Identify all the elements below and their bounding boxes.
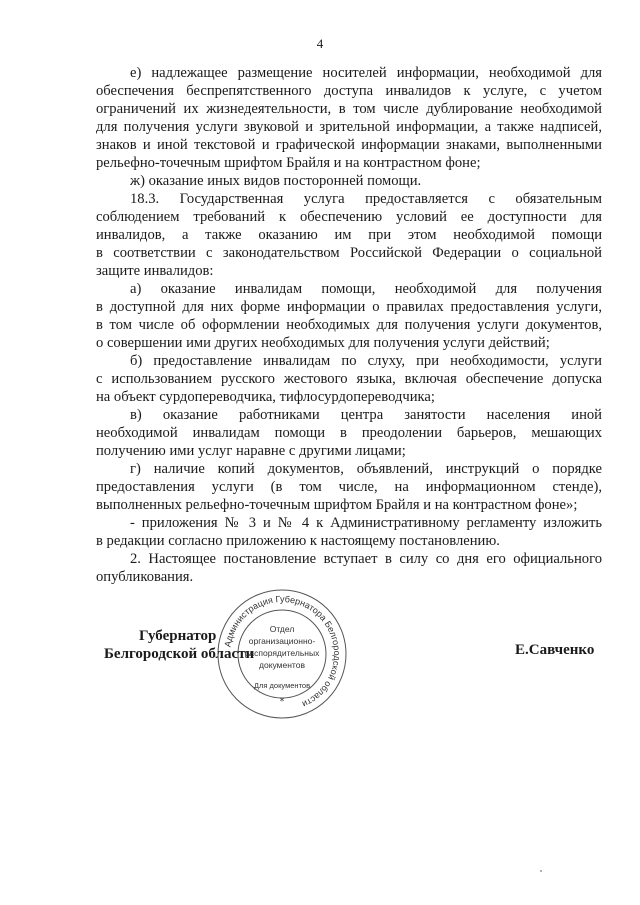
body-line: соблюдением требований к обеспечению условий ее доступности для [96, 209, 602, 225]
signatory-title-line1: Губернатор [139, 628, 217, 644]
body-line: 2. Настоящее постановление вступает в силу со дня его официального [130, 551, 602, 567]
body-line: а) оказание инвалидам помощи, необходимой для получения [130, 281, 602, 297]
body-line: в редакции согласно приложению к настоящему постановлению. [96, 533, 500, 549]
body-line: ограничений их жизнедеятельности, в том числе дублирование необходимой [96, 101, 602, 117]
body-line: ж) оказание иных видов посторонней помощи. [130, 173, 422, 189]
body-line: для получения услуги звуковой и зрительной информации, а также надписей, [96, 119, 602, 135]
body-line: на объект сурдопереводчика, тифлосурдопереводчика; [96, 389, 435, 405]
body-line: получению ими услуг наравне с другими лицами; [96, 443, 406, 459]
official-stamp [212, 588, 352, 720]
body-line: г) наличие копий документов, объявлений, инструкций о порядке [130, 461, 602, 477]
body-line: в доступной для них форме информации о правилах предоставления услуги, [96, 299, 602, 315]
body-line: с использованием русского жестового языка, включая обеспечение допуска [96, 371, 602, 387]
body-line: предоставления услуги (в том числе, на информационном стенде), [96, 479, 602, 495]
stamp-line1: Отдел [269, 624, 295, 634]
body-line: защите инвалидов: [96, 263, 214, 279]
body-line: в соответствии с законодательством Российской Федерации о социальной [96, 245, 602, 261]
stamp-star-icon: * [279, 697, 285, 707]
body-line: опубликования. [96, 569, 194, 585]
body-line: знаков и иной текстовой и графической информации знаками, выполненными [96, 137, 602, 153]
stamp-line4: документов [259, 660, 305, 670]
body-line: выполненных рельефно-точечным шрифтом Брайля и на контрастном фоне»; [96, 497, 578, 513]
body-line: о совершении ими других необходимых для получения услуги действий; [96, 335, 550, 351]
page-number: 4 [316, 36, 324, 51]
stamp-ring-text: Администрация Губернатора Белгородской области [222, 593, 343, 710]
body-line: е) надлежащее размещение носителей информации, необходимой для [130, 65, 602, 81]
stamp-line2: организационно- [248, 636, 316, 646]
body-line: - приложения № 3 и № 4 к Административному регламенту изложить [130, 515, 602, 531]
body-line: в) оказание работниками центра занятости населения иной [130, 407, 602, 423]
stamp-bottom-text: Для документов [253, 681, 311, 690]
body-line: в том числе об оформлении необходимых для получения услуги документов, [96, 317, 602, 333]
scan-speck [540, 870, 542, 872]
body-line: 18.3. Государственная услуга предоставляется с обязательным [130, 191, 602, 207]
body-line: инвалидов, а также оказанию им при этом необходимой помощи [96, 227, 602, 243]
stamp-line3: распорядительных [244, 648, 320, 658]
body-line: б) предоставление инвалидам по слуху, при необходимости, услуги [130, 353, 602, 369]
body-line: необходимой инвалидам помощи в преодолении барьеров, мешающих [96, 425, 602, 441]
signatory-title-line2: Белгородской области [104, 646, 255, 662]
body-line: рельефно-точечным шрифтом Брайля и на контрастном фоне; [96, 155, 481, 171]
signatory-name: Е.Савченко [515, 642, 595, 658]
body-line: обеспечения беспрепятственного доступа инвалидов к услуге, с учетом [96, 83, 602, 99]
